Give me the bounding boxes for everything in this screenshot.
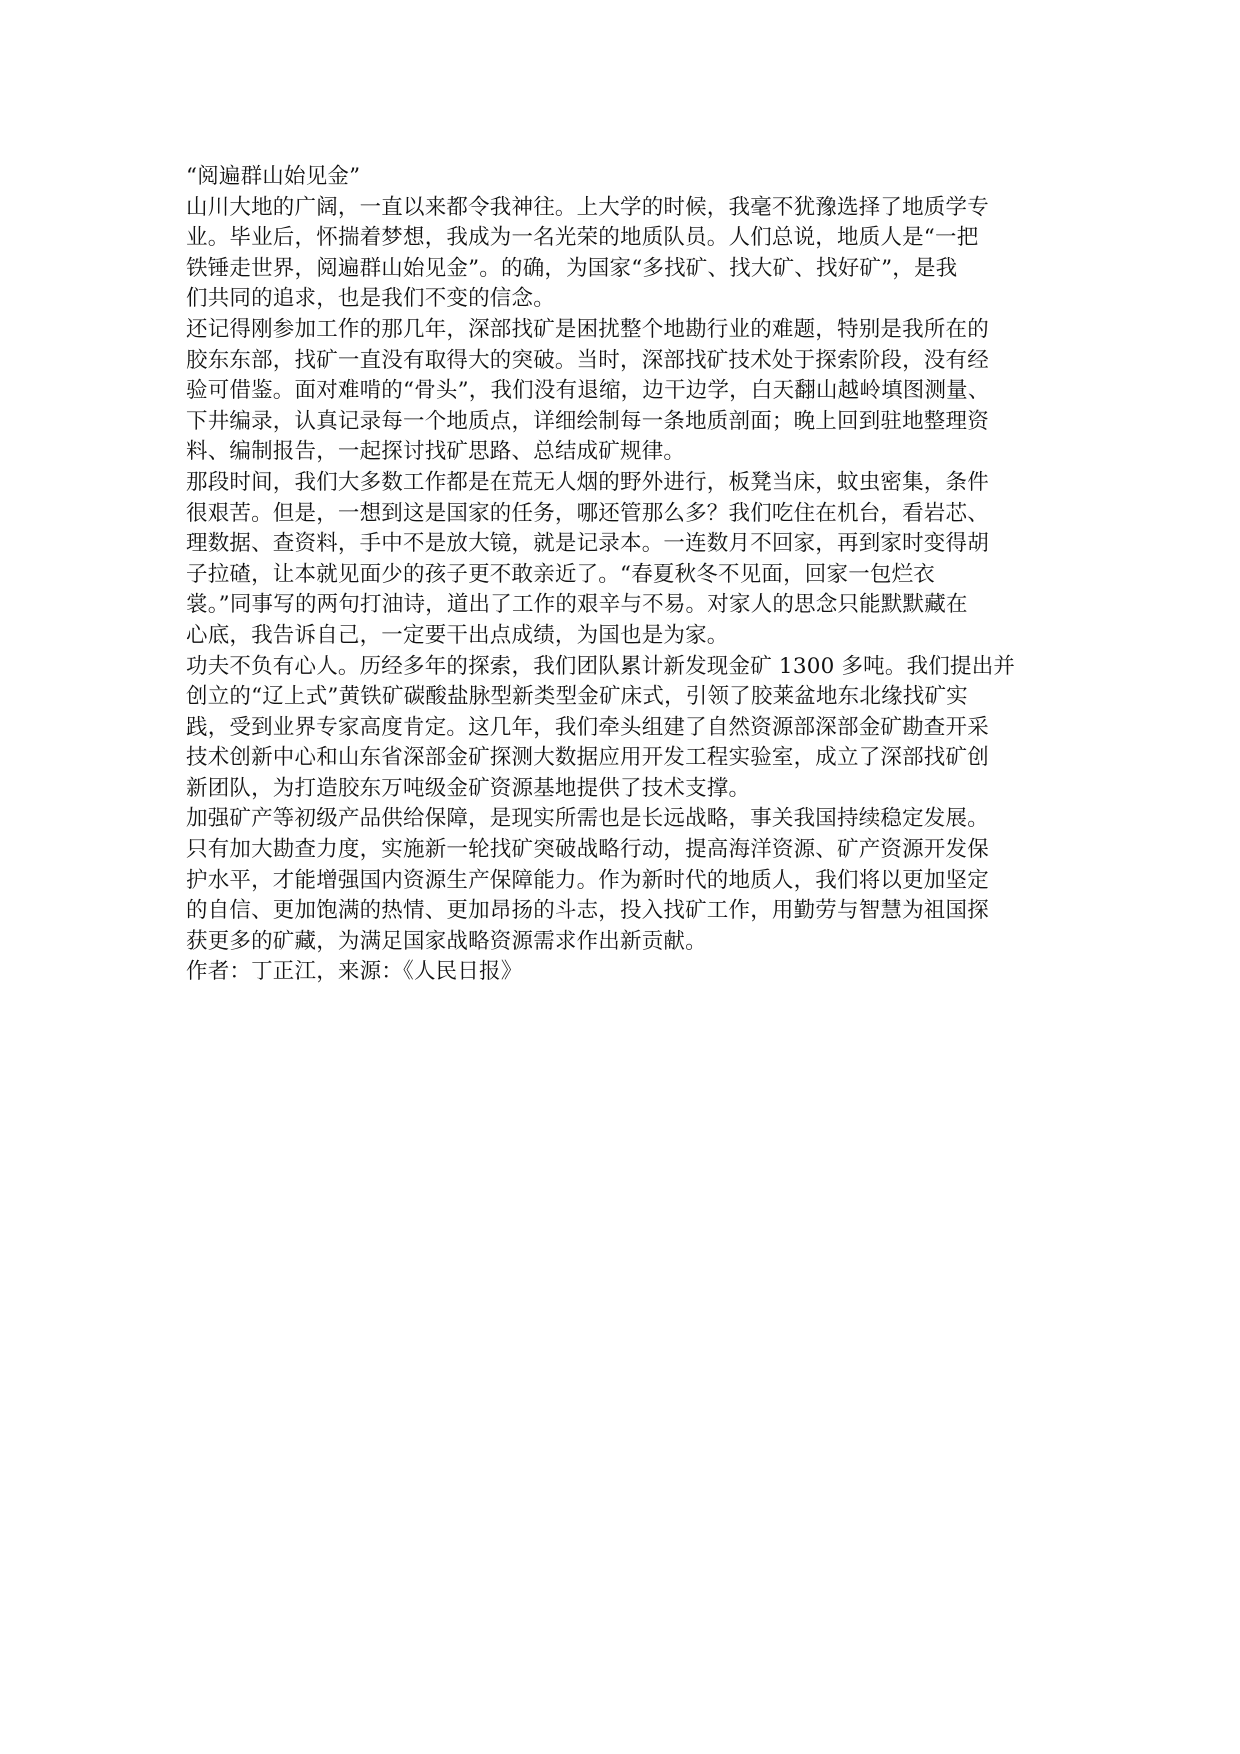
paragraph-line: 的自信、更加饱满的热情、更加昂扬的斗志，投入找矿工作，用勤劳与智慧为祖国探 [186,898,989,924]
paragraph-line: 功夫不负有心人。历经多年的探索，我们团队累计新发现金矿 1300 多吨。我们提出并 [186,653,1016,679]
paragraph-line: 技术创新中心和山东省深部金矿探测大数据应用开发工程实验室，成立了深部找矿创 [186,745,989,771]
paragraph-line: 下井编录，认真记录每一个地质点，详细绘制每一条地质剖面；晚上回到驻地整理资 [186,408,989,434]
paragraph-line: 子拉碴，让本就见面少的孩子更不敢亲近了。“春夏秋冬不见面，回家一包烂衣 [186,561,935,587]
document-title: “阅遍群山始见金” [186,164,361,189]
paragraph-line: 加强矿产等初级产品供给保障，是现实所需也是长远战略，事关我国持续稳定发展。 [186,806,989,832]
paragraph-line: 那段时间，我们大多数工作都是在荒无人烟的野外进行，板凳当床，蚊虫密集，条件 [186,469,989,495]
paragraph-line: 料、编制报告，一起探讨找矿思路、总结成矿规律。 [186,439,686,465]
paragraph-line: 心底，我告诉自己，一定要干出点成绩，为国也是为家。 [186,622,729,648]
author-source-line: 作者：丁正江，来源：《人民日报》 [186,959,523,985]
paragraph-line: 铁锤走世界，阅遍群山始见金”。的确，为国家“多找矿、找大矿、找好矿”，是我 [186,255,958,281]
paragraph-line: 只有加大勘查力度，实施新一轮找矿突破战略行动，提高海洋资源、矿产资源开发保 [186,837,989,863]
paragraph-line: 胶东东部，找矿一直没有取得大的突破。当时，深部找矿技术处于探索阶段，没有经 [186,347,989,373]
paragraph-line: 创立的“辽上式”黄铁矿碳酸盐脉型新类型金矿床式，引领了胶莱盆地东北缘找矿实 [186,684,968,710]
paragraph-line: 践，受到业界专家高度肯定。这几年，我们牵头组建了自然资源部深部金矿勘查开采 [186,714,989,740]
paragraph-line: 很艰苦。但是，一想到这是国家的任务，哪还管那么多？我们吃住在机台，看岩芯、 [186,500,989,526]
paragraph-line: 裳。”同事写的两句打油诗，道出了工作的艰辛与不易。对家人的思念只能默默藏在 [186,592,968,618]
paragraph-line: 验可借鉴。面对难啃的“骨头”，我们没有退缩，边干边学，白天翻山越岭填图测量、 [186,378,990,404]
paragraph-line: 还记得刚参加工作的那几年，深部找矿是困扰整个地勘行业的难题，特别是我所在的 [186,316,989,342]
paragraph-line: 获更多的矿藏，为满足国家战略资源需求作出新贡献。 [186,928,707,954]
paragraph-line: 业。毕业后，怀揣着梦想，我成为一名光荣的地质队员。人们总说，地质人是“一把 [186,225,979,251]
paragraph-line: 护水平，才能增强国内资源生产保障能力。作为新时代的地质人，我们将以更加坚定 [186,867,989,893]
paragraph-line: 新团队，为打造胶东万吨级金矿资源基地提供了技术支撑。 [186,775,751,801]
document-body [186,162,1066,988]
paragraph-line: 山川大地的广阔，一直以来都令我神往。上大学的时候，我毫不犹豫选择了地质学专 [186,194,989,220]
paragraph-line: 理数据、查资料，手中不是放大镜，就是记录本。一连数月不回家，再到家时变得胡 [186,531,989,557]
paragraph-line: 们共同的追求，也是我们不变的信念。 [186,286,555,312]
